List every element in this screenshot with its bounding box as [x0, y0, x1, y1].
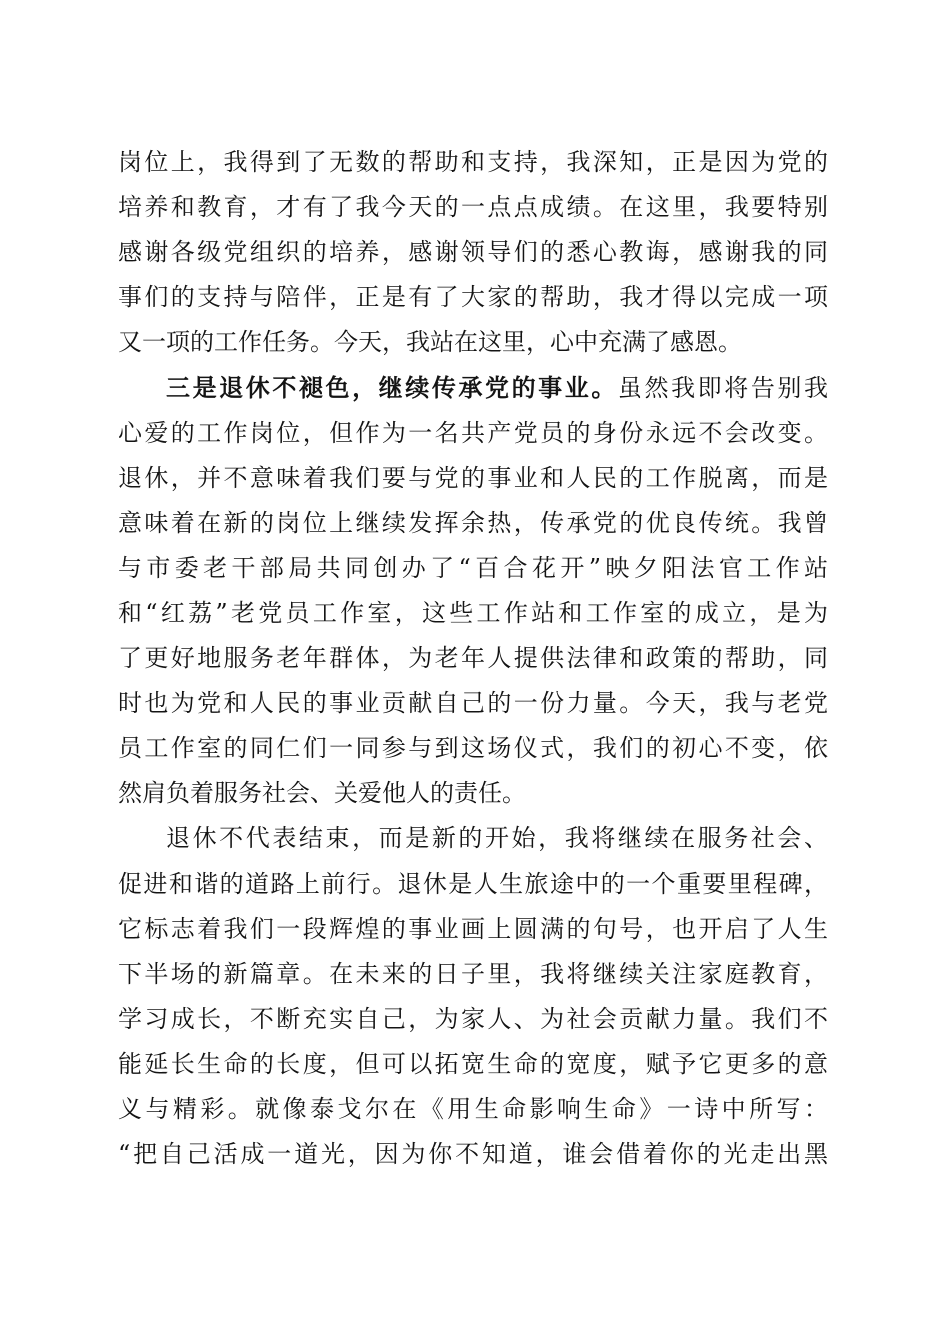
text-line: 义与精彩。就像泰戈尔在《用生命影响生命》一诗中所写： [118, 1094, 828, 1123]
document-body [118, 140, 828, 1177]
text-line: 它标志着我们一段辉煌的事业画上圆满的句号，也开启了人生 [118, 914, 828, 943]
text-line: 与市委老干部局共同创办了“百合花开”映夕阳法官工作站 [118, 553, 828, 582]
text-line: 时也为党和人民的事业贡献自己的一份力量。今天，我与老党 [118, 689, 828, 718]
text-line: 了更好地服务老年群体，为老年人提供法律和政策的帮助，同 [118, 644, 828, 673]
text-line: 然肩负着服务社会、关爱他人的责任。 [118, 779, 526, 808]
text-line: 员工作室的同仁们一同参与到这场仪式，我们的初心不变，依 [118, 734, 828, 763]
text-line: 退休不代表结束，而是新的开始，我将继续在服务社会、 [166, 824, 828, 853]
paragraph-gratitude [118, 140, 828, 365]
text-line: 培养和教育，才有了我今天的一点点成绩。在这里，我要特别 [118, 193, 828, 222]
text-line: 促进和谐的道路上前行。退休是人生旅途中的一个重要里程碑， [118, 869, 828, 898]
text-fragment: 虽然我即将告别我 [617, 374, 829, 403]
text-line: 能延长生命的长度，但可以拓宽生命的宽度，赋予它更多的意 [118, 1049, 828, 1078]
text-line: 又一项的工作任务。今天，我站在这里，心中充满了感恩。 [118, 328, 742, 357]
text-line: 事们的支持与陪伴，正是有了大家的帮助，我才得以完成一项 [118, 283, 828, 312]
text-line: 学习成长，不断充实自己，为家人、为社会贡献力量。我们不 [118, 1004, 828, 1033]
text-line: 退休，并不意味着我们要与党的事业和人民的工作脱离，而是 [118, 463, 828, 492]
section-heading: 三是退休不褪色，继续传承党的事业。 [166, 373, 618, 403]
text-line: 心爱的工作岗位，但作为一名共产党员的身份永远不会改变。 [118, 418, 828, 447]
text-line: 意味着在新的岗位上继续发挥余热，传承党的优良传统。我曾 [118, 508, 828, 537]
text-line: 感谢各级党组织的培养，感谢领导们的悉心教诲，感谢我的同 [118, 238, 828, 267]
text-line [118, 365, 828, 410]
paragraph-new-beginning [118, 816, 828, 1177]
text-line: 和“红荔”老党员工作室，这些工作站和工作室的成立，是为 [118, 598, 828, 627]
paragraph-retirement-legacy [118, 365, 828, 816]
text-line: 下半场的新篇章。在未来的日子里，我将继续关注家庭教育， [118, 959, 828, 988]
text-line: “把自己活成一道光，因为你不知道，谁会借着你的光走出黑 [118, 1140, 828, 1169]
text-line: 岗位上，我得到了无数的帮助和支持，我深知，正是因为党的 [118, 148, 828, 176]
